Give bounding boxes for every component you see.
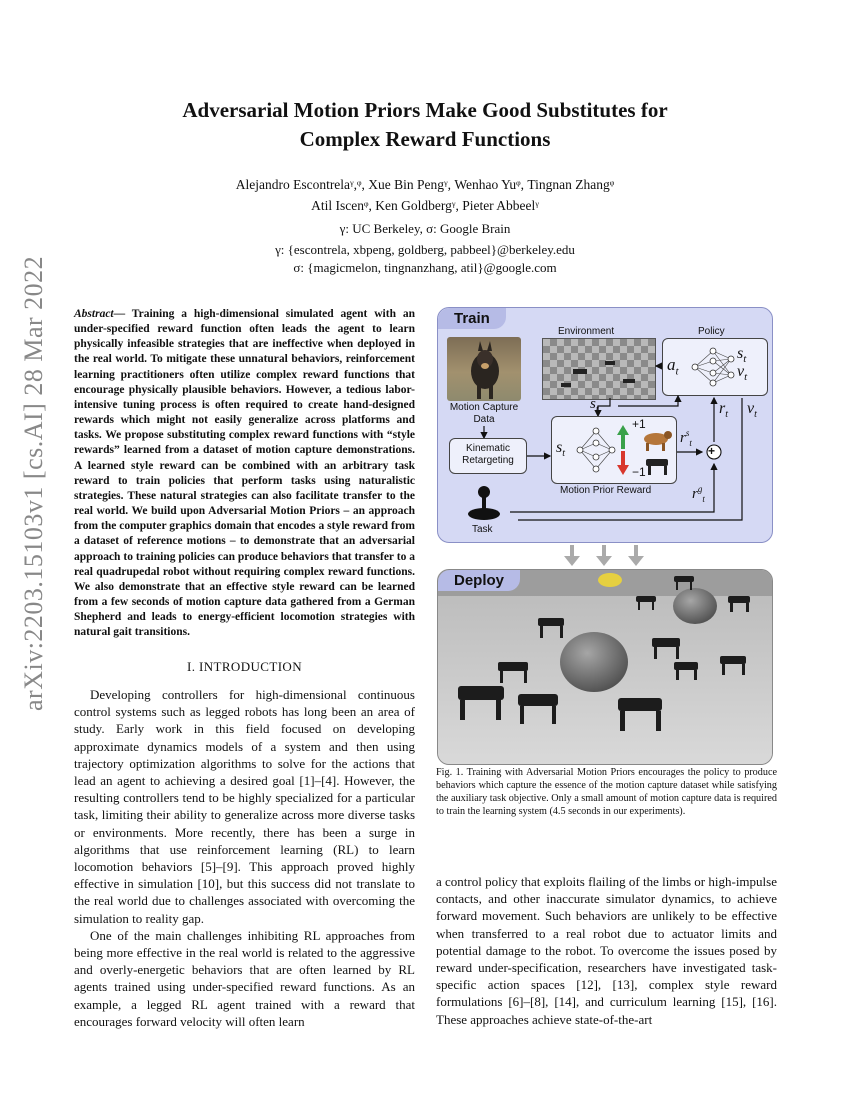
sub-t: t	[744, 371, 748, 384]
deploy-label: Deploy	[438, 570, 520, 591]
sub-t: t	[675, 365, 679, 378]
prior-state-input	[556, 439, 565, 459]
arxiv-sidebar	[12, 255, 56, 711]
r-symbol: r	[680, 430, 686, 446]
intro-left-column	[74, 686, 415, 1030]
emails-berkeley: γ: {escontrela, xbpeng, goldberg, pabbeel}@berkeley.edu	[275, 242, 575, 257]
intro-right-column	[436, 873, 777, 1028]
reward-label	[719, 400, 728, 420]
discriminator-network-icon	[576, 423, 616, 477]
authors-line-2: Atil Iscenᵠ, Ken Goldbergᵞ, Pieter Abbeelᵞ	[311, 198, 539, 213]
sub-t: t	[562, 448, 566, 460]
score-arrows-icon	[616, 423, 630, 477]
abstract-label: Abstract	[74, 308, 114, 320]
sum-symbol: +	[708, 444, 716, 458]
sup-g: g	[697, 484, 703, 494]
paper-title	[0, 96, 850, 154]
title-line-2: Complex Reward Functions	[299, 127, 551, 151]
sub-t: t	[595, 404, 599, 415]
affiliations: γ: UC Berkeley, σ: Google Brain	[339, 221, 511, 236]
v-symbol: v	[737, 363, 745, 380]
arxiv-id: arXiv:2203.15103v1 [cs.AI] 28 Mar 2022	[19, 255, 48, 711]
s-symbol: s	[556, 439, 563, 456]
state-feedback-label	[590, 396, 599, 415]
figure-train-panel	[437, 307, 773, 543]
sub-t: t	[689, 438, 692, 448]
train-label: Train	[438, 308, 506, 329]
s-symbol: s	[590, 396, 596, 412]
figure-caption: Fig. 1. Training with Adversarial Motion Priors encourages the policy to produce behaviors which capture the essence of the motion capture dataset while satisfying the auxiliary task objective. Only a small amount of motion capture data is required to train the learning system (4.5 seconds in our experiments).	[436, 767, 777, 817]
title-line-1: Adversarial Motion Priors Make Good Substitutes for	[182, 98, 668, 122]
fake-score-label: −1	[632, 465, 646, 479]
r-symbol: r	[692, 486, 698, 502]
sub-t: t	[702, 494, 705, 504]
prior-label: Motion Prior Reward	[560, 485, 652, 496]
mocap-label: Motion Capture Data	[449, 402, 519, 425]
a-symbol: a	[667, 355, 676, 374]
joystick-icon	[464, 484, 504, 522]
retargeting-box	[449, 438, 527, 474]
intro-paragraph-2: One of the main challenges inhibiting RL approaches from being more effective in the real world is related to the aggressive and overly-energetic behaviors that are often learned by RL agents trained using under-specified reward functions. As an example, a legged RL agent trained with a reward that encourages forward velocity will often learn	[74, 927, 415, 1029]
dog-and-robot-icon	[640, 427, 674, 477]
abstract-text: — Training a high-dimensional simulated agent with an under-specified reward function often leads the agent to learn physically infeasible strategies that are ineffective when deployed in the real world. To mitigate these unnatural behaviors, reinforcement learning practitioners often utilize complex reward functions that encourage physically plausible behaviors. However, a tedious labor-intensive tuning process is often required to create hand-designed rewards which might not easily generalize across platforms and tasks. We propose substituting complex reward functions with “style rewards” learned from a dataset of motion capture demonstrations. A learned style reward can be combined with an arbitrary task reward to train policies that perform tasks using naturalistic strategies. These natural strategies can also facilitate transfer to the real world. We build upon Adversarial Motion Priors – an approach from the computer graphics domain that encodes a style reward from a dataset of reference motions – to demonstrate that an adversarial approach to training policies can produce behaviors that transfer to a real quadrupedal robot without requiring complex reward functions. We also demonstrate that an effective style reward can be learned from a few seconds of motion capture data gathered from a German Shepherd and leads to energy-efficient locomotion strategies with natural gait transitions.	[74, 308, 415, 639]
v-symbol: v	[747, 400, 755, 417]
sub-t: t	[725, 409, 729, 421]
policy-label: Policy	[698, 326, 725, 337]
motion-prior-box	[551, 416, 677, 484]
sub-t: t	[754, 409, 757, 421]
intro-paragraph-1: Developing controllers for high-dimensional continuous control systems such as legged robots has long been an area of study. Early work in this field focused on developing approximate dynamics models of a system and then using trajectory optimization algorithms to solve for the actions that lead an agent to achieving a desired goal [1]–[4]. However, the resulting controllers tend to be highly specialized for a particular task, limiting their ability to generalize across more diverse tasks or environments. More recently, there has been a surge in algorithms that use reinforcement learning (RL) to learn locomotion behaviors [5]–[9]. This approach proved highly effective in simulation [10], but this success did not translate to the real world due to challenges associated with overcoming the simulation to reality gap.	[74, 687, 415, 926]
down-arrows-icon	[560, 545, 650, 567]
abstract	[74, 307, 415, 640]
environment-label: Environment	[558, 326, 615, 337]
sub-t: t	[743, 353, 747, 366]
deploy-photo	[438, 570, 772, 764]
authors-line-1: Alejandro Escontrelaᵞ,ᵠ, Xue Bin Pengᵞ, Wenhao Yuᵠ, Tingnan Zhangᵠ	[235, 177, 615, 192]
real-score-label: +1	[632, 417, 646, 431]
task-label: Task	[472, 524, 493, 535]
emails-google: σ: {magicmelon, tingnanzhang, atil}@google.com	[293, 260, 557, 275]
value-label	[747, 400, 757, 420]
sup-s: s	[685, 428, 690, 438]
style-reward-label	[680, 428, 692, 448]
section-heading: I. INTRODUCTION	[186, 659, 303, 674]
intro-paragraph-2-continued: a control policy that exploits flailing of the limbs or high-impulse contacts, and other inaccurate simulator dynamics, to achieve forward movement. Such behaviors are unlikely to be effective when transferred to a real robot due to actuator limits and potential damage to the robot. To overcome the issues posed by reward under-specification, researchers have investigated task-specific action spaces [12], [13], complex style reward formulations [6]–[8], [14], and curriculum learning [15], [16]. These approaches achieve state-of-the-art	[436, 874, 777, 1027]
task-reward-label	[692, 484, 705, 504]
r-symbol: r	[719, 400, 726, 417]
retarget-label: Kinematic Retargeting	[462, 443, 514, 466]
s-symbol: s	[737, 345, 744, 362]
figure-deploy-panel	[437, 569, 773, 765]
